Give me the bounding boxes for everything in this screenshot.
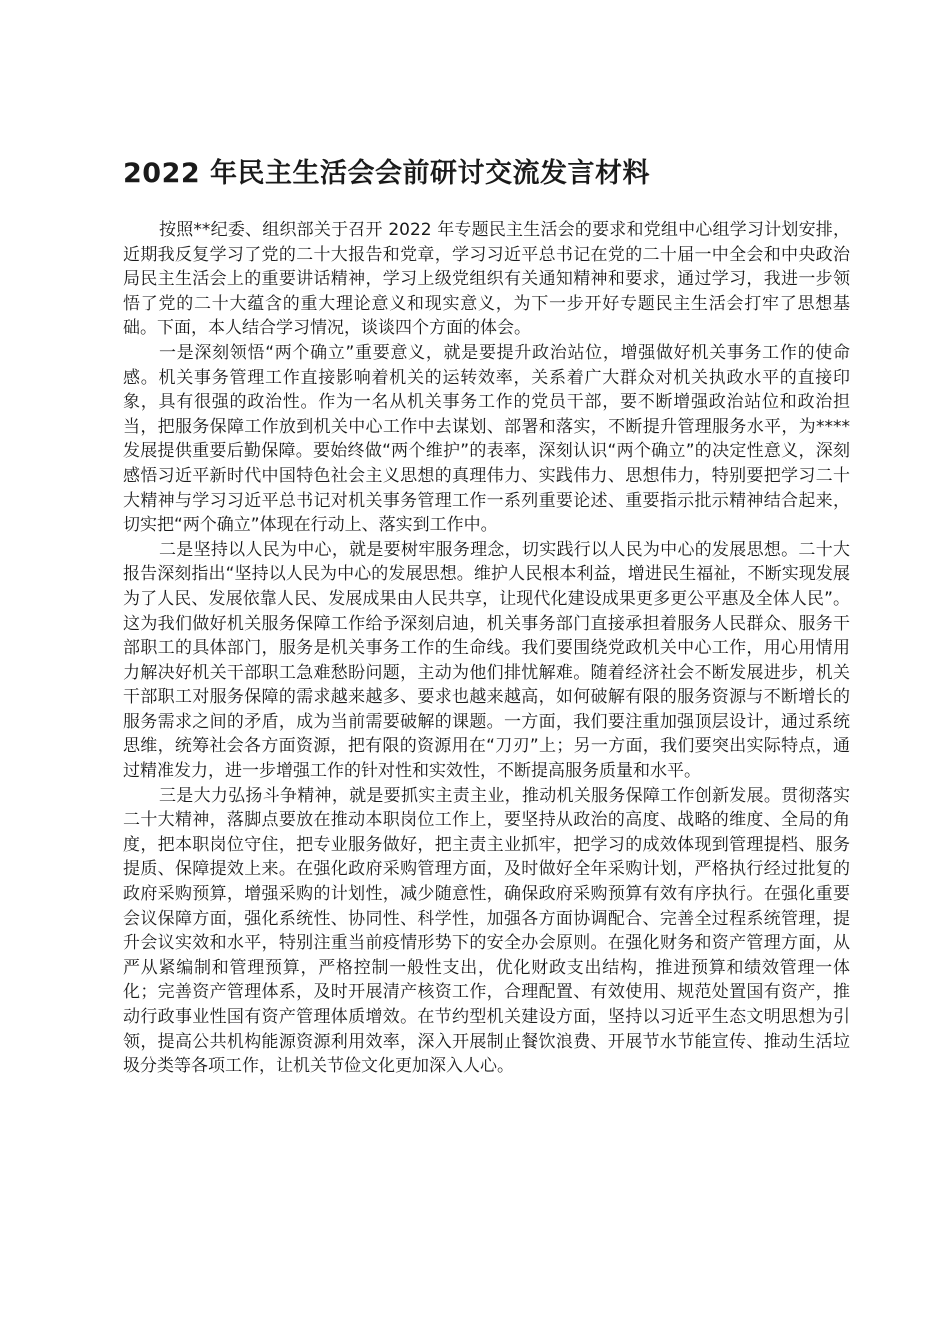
document-title: 2022 年民主生活会会前研讨交流发言材料 xyxy=(123,158,651,189)
paragraph-intro: 按照**纪委、组织部关于召开 2022 年专题民主生活会的要求和党组中心组学习计划安排，近期我反复学习了党的二十大报告和党章，学习习近平总书记在党的二十届一中全会和中央政治局民主生活会上的重要讲话精神，学习上级党组织有关通知精神和要求，通过学习，我进一步领悟了党的二十大蕴含的重大理论意义和现实意义，为下一步开好专题民主生活会打牢了思想基础。下面，本人结合学习情况，谈谈四个方面的体会。 xyxy=(123,220,850,339)
paragraph-point-three: 三是大力弘扬斗争精神，就是要抓实主责主业，推动机关服务保障工作创新发展。贯彻落实二十大精神，落脚点要放在推动本职岗位工作上，要坚持从政治的高度、战略的维度、全局的角度，把本职岗位守住，把专业服务做好，把主责主业抓牢，把学习的成效体现到管理提档、服务提质、保障提效上来。在强化政府采购管理方面，及时做好全年采购计划，严格执行经过批复的政府采购预算，增强采购的计划性，减少随意性，确保政府采购预算有效有序执行。在强化重要会议保障方面，强化系统性、协同性、科学性，加强各方面协调配合、完善全过程系统管理，提升会议实效和水平，特别注重当前疫情形势下的安全办会原则。在强化财务和资产管理方面，从严从紧编制和管理预算，严格控制一般性支出，优化财政支出结构，推进预算和绩效管理一体化；完善资产管理体系，及时开展清产核资工作，合理配置、有效使用、规范处置国有资产，推动行政事业性国有资产管理体质增效。在节约型机关建设方面，坚持以习近平生态文明思想为引领，提高公共机构能源资源利用效率，深入开展制止餐饮浪费、开展节水节能宣传、推动生活垃圾分类等各项工作，让机关节俭文化更加深入人心。 xyxy=(123,785,850,1077)
paragraph-point-two: 二是坚持以人民为中心，就是要树牢服务理念，切实践行以人民为中心的发展思想。二十大报告深刻指出“坚持以人民为中心的发展思想。维护人民根本利益，增进民生福祉，不断实现发展为了人民、发展依靠人民、发展成果由人民共享，让现代化建设成果更多更公平惠及全体人民”。这为我们做好机关服务保障工作给予深刻启迪，机关事务部门直接承担着服务人民群众、服务干部职工的具体部门，服务是机关事务工作的生命线。我们要围绕党政机关中心工作，用心用情用力解决好机关干部职工急难愁盼问题，主动为他们排忧解难。随着经济社会不断发展进步，机关干部职工对服务保障的需求越来越多、要求也越来越高，如何破解有限的服务资源与不断增长的服务需求之间的矛盾，成为当前需要破解的课题。一方面，我们要注重加强顶层设计，通过系统思维，统筹社会各方面资源，把有限的资源用在“刀刃”上；另一方面，我们要突出实际特点，通过精准发力，进一步增强工作的针对性和实效性，不断提高服务质量和水平。 xyxy=(123,539,850,782)
paragraph-point-one: 一是深刻领悟“两个确立”重要意义，就是要提升政治站位，增强做好机关事务工作的使命感。机关事务管理工作直接影响着机关的运转效率，关系着广大群众对机关执政水平的直接印象，具有很强的政治性。作为一名从机关事务工作的党员干部，要不断增强政治站位和政治担当，把服务保障工作放到机关中心工作中去谋划、部署和落实，不断提升管理服务水平，为****发展提供重要后勤保障。要始终做“两个维护”的表率，深刻认识“两个确立”的决定性意义，深刻感悟习近平新时代中国特色社会主义思想的真理伟力、实践伟力、思想伟力，特别要把学习二十大精神与学习习近平总书记对机关事务管理工作一系列重要论述、重要指示批示精神结合起来，切实把“两个确立”体现在行动上、落实到工作中。 xyxy=(123,342,850,536)
